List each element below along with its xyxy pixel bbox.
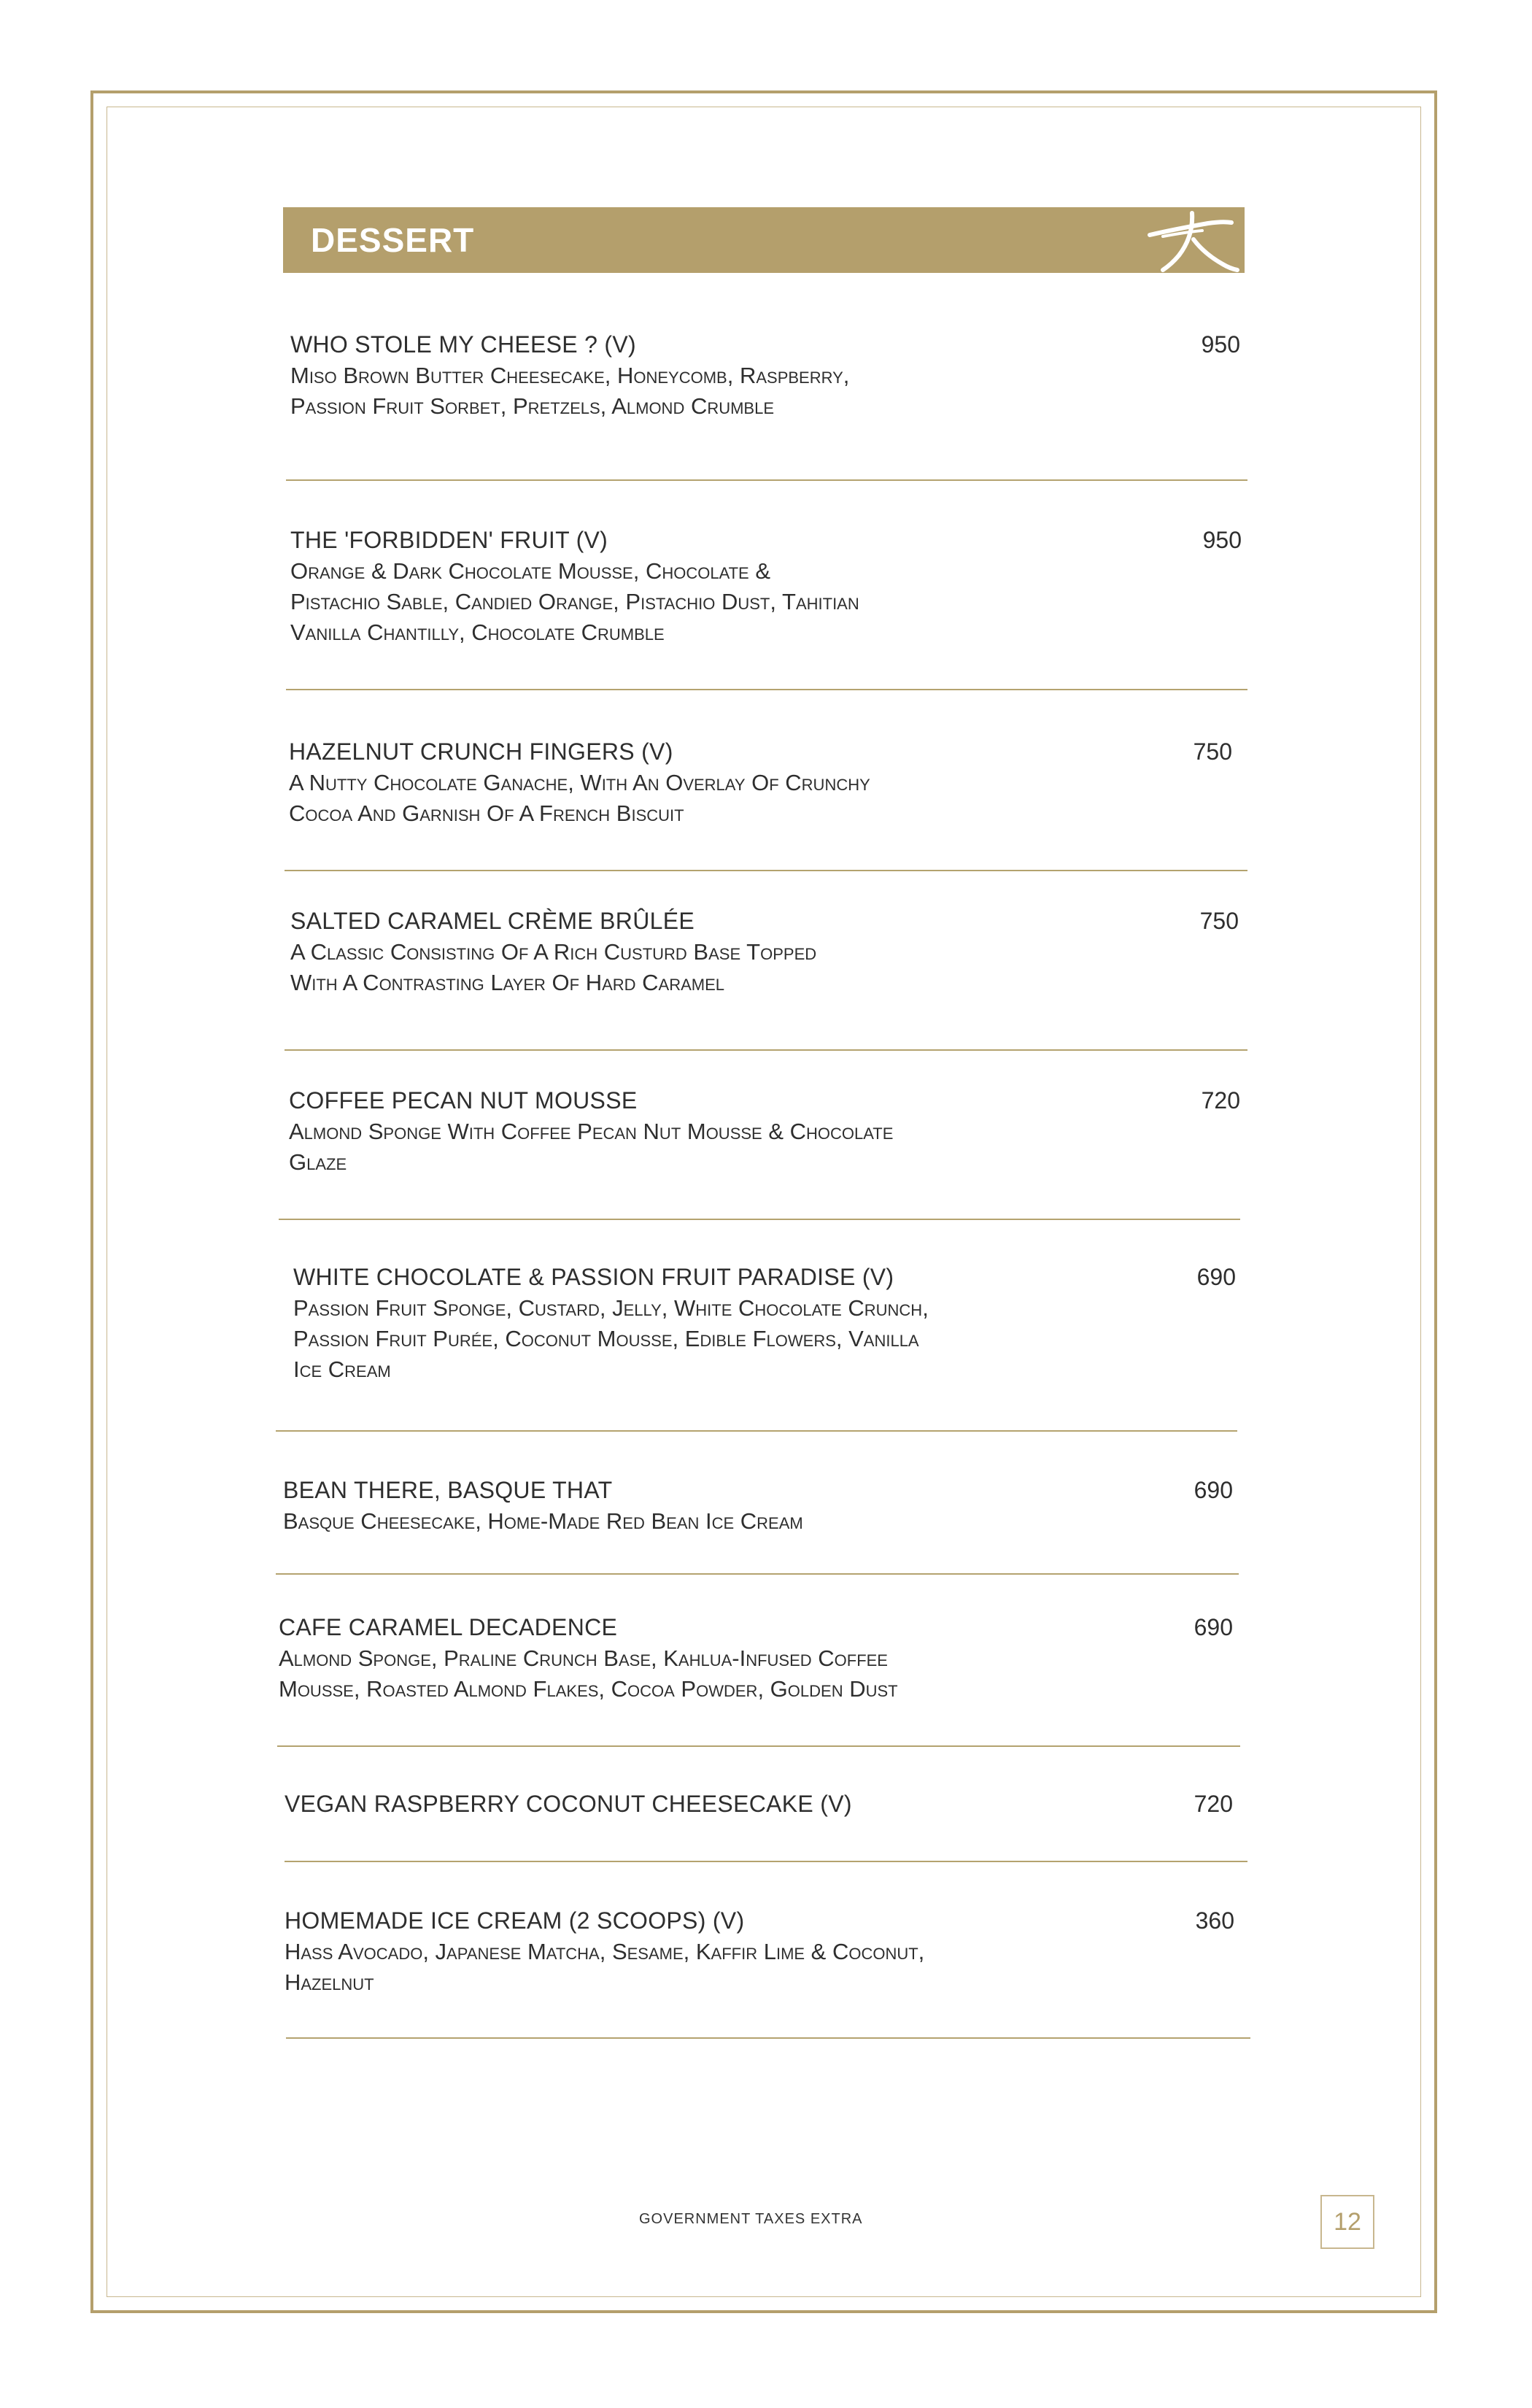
item-description: A Nutty Chocolate Ganache, With An Overlay Of Crunchy Cocoa And Garnish Of A French Biscuit	[289, 770, 870, 826]
item-description: Almond Sponge, Praline Crunch Base, Kahlua-Infused Coffee Mousse, Roasted Almond Flakes, Cocoa Powder, Golden Dust	[279, 1645, 898, 1702]
item-name: VEGAN RASPBERRY COCONUT CHEESECAKE (V)	[285, 1791, 852, 1817]
item-price: 950	[1202, 527, 1242, 553]
section-header	[283, 207, 1245, 273]
item-name: THE 'FORBIDDEN' FRUIT (V)	[290, 527, 608, 553]
item-divider	[285, 1861, 1247, 1862]
item-price: 720	[1194, 1791, 1233, 1817]
item-divider	[286, 2037, 1250, 2039]
item-price: 720	[1201, 1087, 1240, 1114]
item-divider	[276, 1573, 1239, 1575]
item-description: Basque Cheesecake, Home-Made Red Bean Ice Cream	[283, 1508, 803, 1534]
item-divider	[276, 1430, 1237, 1432]
item-divider	[285, 870, 1247, 871]
item-divider	[286, 479, 1247, 481]
item-price: 690	[1194, 1614, 1233, 1640]
section-title: DESSERT	[311, 221, 475, 259]
item-description: Orange & Dark Chocolate Mousse, Chocolate & Pistachio Sable, Candied Orange, Pistachio Dust, Tahitian Vanilla Chantilly, Chocolate Crumble	[290, 558, 859, 645]
item-divider	[277, 1745, 1240, 1747]
item-price: 690	[1196, 1264, 1236, 1290]
item-price: 750	[1193, 738, 1232, 765]
item-price: 690	[1194, 1477, 1233, 1503]
item-description: Passion Fruit Sponge, Custard, Jelly, White Chocolate Crunch, Passion Fruit Purée, Coconut Mousse, Edible Flowers, Vanilla Ice Cream	[293, 1295, 929, 1382]
item-name: HAZELNUT CRUNCH FINGERS (V)	[289, 738, 673, 765]
brush-character-icon	[1135, 207, 1245, 273]
item-description: Almond Sponge With Coffee Pecan Nut Mousse & Chocolate Glaze	[289, 1119, 894, 1175]
item-name: SALTED CARAMEL CRÈME BRÛLÉE	[290, 908, 695, 934]
item-description: Hass Avocado, Japanese Matcha, Sesame, Kaffir Lime & Coconut, Hazelnut	[285, 1939, 925, 1995]
page-number: 12	[1320, 2195, 1374, 2249]
item-name: HOMEMADE ICE CREAM (2 SCOOPS) (V)	[285, 1907, 745, 1934]
item-name: BEAN THERE, BASQUE THAT	[283, 1477, 613, 1503]
taxes-note: GOVERNMENT TAXES EXTRA	[639, 2211, 863, 2227]
item-divider	[279, 1219, 1240, 1220]
item-name: COFFEE PECAN NUT MOUSSE	[289, 1087, 638, 1114]
item-price: 750	[1199, 908, 1239, 934]
item-divider	[285, 1049, 1247, 1051]
item-name: WHO STOLE MY CHEESE ? (V)	[290, 331, 636, 358]
item-description: Miso Brown Butter Cheesecake, Honeycomb, Raspberry, Passion Fruit Sorbet, Pretzels, Almond Crumble	[290, 363, 850, 419]
item-name: WHITE CHOCOLATE & PASSION FRUIT PARADISE (V)	[293, 1264, 894, 1290]
item-name: CAFE CARAMEL DECADENCE	[279, 1614, 618, 1640]
item-price: 950	[1201, 331, 1240, 358]
item-price: 360	[1195, 1907, 1234, 1934]
item-divider	[286, 689, 1247, 690]
item-description: A Classic Consisting Of A Rich Custurd Base Topped With A Contrasting Layer Of Hard Caramel	[290, 939, 817, 995]
